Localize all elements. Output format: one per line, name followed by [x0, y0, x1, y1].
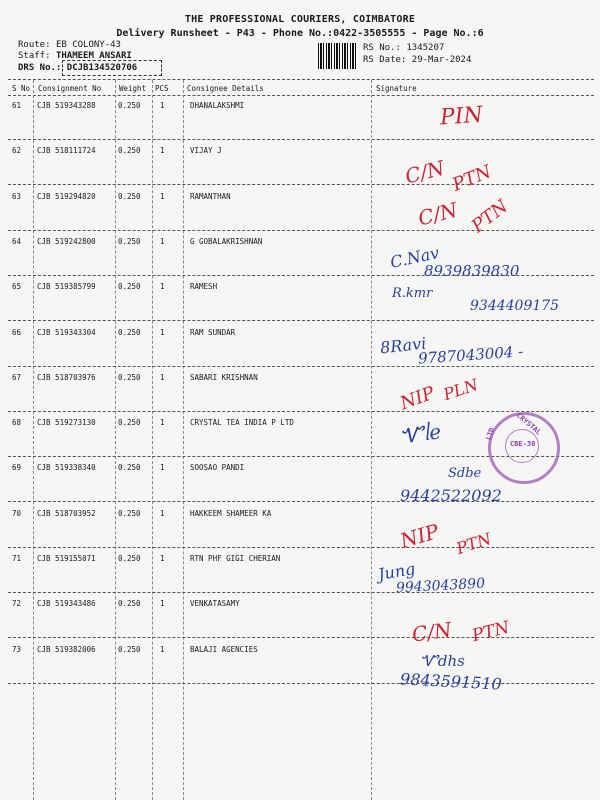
- serial-number: 63: [12, 191, 22, 201]
- pcs-value: 1: [160, 463, 165, 473]
- signature-mark: PTN: [470, 617, 512, 647]
- signature-mark: C/N: [415, 197, 460, 231]
- pcs-value: 1: [160, 282, 165, 292]
- consignee-name: DHANALAKSHMI: [190, 101, 245, 110]
- route-line: [18, 40, 121, 50]
- signature-phone: 9442522092: [400, 486, 502, 505]
- barcode: [318, 43, 356, 69]
- serial-number: 66: [12, 327, 22, 337]
- serial-number: 73: [12, 644, 22, 654]
- row-divider: [8, 501, 594, 502]
- pcs-value: 1: [160, 146, 165, 156]
- consignment-number: CJB 519343304: [37, 327, 96, 337]
- consignment-number: CJB 519385799: [37, 282, 96, 292]
- table-row: [0, 505, 600, 550]
- signature-phone: 8939839830: [424, 262, 520, 280]
- weight-value: 0.250: [118, 236, 141, 246]
- table-row: [0, 369, 600, 414]
- consignee-name: BALAJI AGENCIES: [190, 644, 258, 654]
- table-row: [0, 641, 600, 686]
- serial-number: 65: [12, 282, 22, 292]
- pcs-value: 1: [160, 599, 165, 609]
- signature-scribble: Sdbe: [448, 466, 482, 481]
- row-divider: [8, 320, 594, 321]
- row-divider: [8, 683, 594, 684]
- col-header-consignee: Consignee Details: [187, 84, 264, 93]
- consignee-name: SOOSAO PANDI: [190, 463, 245, 473]
- consignment-number: CJB 519294820: [37, 191, 96, 201]
- serial-number: 72: [12, 599, 22, 609]
- drs-value: DCJB134520706: [66, 63, 138, 73]
- signature-mark: NIP: [397, 519, 442, 553]
- consignment-number: CJB 519382006: [37, 644, 96, 654]
- consignee-name: RAMANTHAN: [190, 191, 231, 201]
- route-value: EB COLONY-43: [55, 40, 121, 50]
- col-header-sno: S No: [12, 84, 31, 93]
- consignee-name: RTN PHF GIGI CHERIAN: [190, 554, 281, 563]
- pcs-value: 1: [160, 554, 165, 563]
- consignee-name: CRYSTAL TEA INDIA P LTD: [190, 418, 294, 428]
- serial-number: 68: [12, 418, 22, 428]
- consignment-number: CJB 518111724: [37, 146, 96, 156]
- weight-value: 0.250: [118, 191, 141, 201]
- consignment-number: CJB 519338340: [37, 463, 96, 473]
- consignment-number: CJB 518703976: [37, 372, 96, 382]
- consignee-name: RAM SUNDAR: [190, 327, 236, 337]
- signature-mark: NIP: [397, 382, 438, 415]
- row-divider: [8, 366, 594, 367]
- rs-no-value: 1345207: [406, 43, 445, 53]
- serial-number: 64: [12, 236, 22, 246]
- weight-value: 0.250: [118, 644, 141, 654]
- consignment-number: CJB 519155071: [37, 554, 96, 563]
- consignee-name: VIJAY J: [190, 146, 222, 156]
- consignment-number: CJB 518703952: [37, 508, 96, 518]
- rs-date-line: [363, 55, 471, 65]
- col-header-consignment: Consignment No: [38, 84, 102, 93]
- signature-mark: PTN: [449, 161, 495, 196]
- table-row: [0, 97, 600, 142]
- consignment-number: CJB 519343288: [37, 101, 96, 110]
- signature-mark: PTN: [453, 528, 494, 559]
- pcs-value: 1: [160, 372, 165, 382]
- consignee-name: HAKKEEM SHAMEER KA: [190, 508, 272, 518]
- stamp-text: LTD: [484, 426, 497, 442]
- weight-value: 0.250: [118, 599, 141, 609]
- signature-scribble: Ꮙᥣe: [398, 419, 443, 449]
- table-row: [0, 550, 600, 595]
- row-divider: [8, 592, 594, 593]
- serial-number: 69: [12, 463, 22, 473]
- col-header-weight: Weight: [119, 84, 147, 93]
- signature-mark: C/N: [410, 617, 454, 647]
- signature-phone: 9943043890: [395, 575, 486, 597]
- row-divider: [8, 139, 594, 140]
- rs-date-value: 29-Mar-2024: [411, 55, 472, 65]
- signature-scribble: C.Nav: [388, 243, 441, 272]
- weight-value: 0.250: [118, 327, 141, 337]
- pcs-value: 1: [160, 191, 165, 201]
- signature-scribble: Jung: [376, 558, 417, 585]
- serial-number: 67: [12, 372, 22, 382]
- signature-scribble: R.kmr: [392, 286, 433, 301]
- rs-date-label: RS Date:: [363, 55, 407, 65]
- consignee-name: SABARI KRISHNAN: [190, 372, 258, 382]
- serial-number: 62: [12, 146, 22, 156]
- pcs-value: 1: [160, 418, 165, 428]
- drs-label: DRS No.:: [18, 63, 62, 73]
- consignment-number: CJB 519242800: [37, 236, 96, 246]
- row-divider: [8, 184, 594, 185]
- header-bottom-rule: [8, 95, 594, 96]
- signature-phone: 9843591510: [399, 669, 503, 694]
- consignee-name: G GOBALAKRISHNAN: [190, 236, 263, 246]
- rs-no-label: RS No.:: [363, 43, 401, 53]
- row-divider: [8, 411, 594, 412]
- table-row: [0, 142, 600, 187]
- pcs-value: 1: [160, 327, 165, 337]
- pcs-value: 1: [160, 101, 165, 110]
- pcs-value: 1: [160, 644, 165, 654]
- signature-mark: PIN: [439, 102, 484, 131]
- weight-value: 0.250: [118, 146, 141, 156]
- weight-value: 0.250: [118, 372, 141, 382]
- col-header-signature: Signature: [376, 84, 417, 93]
- weight-value: 0.250: [118, 508, 141, 518]
- signature-mark: PLN: [440, 374, 481, 405]
- serial-number: 70: [12, 508, 22, 518]
- staff-value: THAMEEM ANSARI: [55, 51, 132, 61]
- serial-number: 71: [12, 554, 22, 563]
- weight-value: 0.250: [118, 418, 141, 428]
- signature-scribble: 8Ravi: [379, 333, 428, 358]
- signature-phone: 9787043004 -: [417, 342, 524, 368]
- drs-line: [18, 63, 137, 73]
- route-label: Route:: [18, 40, 51, 50]
- pcs-value: 1: [160, 508, 165, 518]
- row-divider: [8, 547, 594, 548]
- signature-scribble: Ꮙdhs: [420, 652, 465, 670]
- consignment-number: CJB 519343486: [37, 599, 96, 609]
- signature-mark: C/N: [402, 155, 447, 189]
- weight-value: 0.250: [118, 463, 141, 473]
- signature-mark: PTN: [467, 195, 513, 238]
- stamp-text: CBE-30: [510, 440, 536, 448]
- weight-value: 0.250: [118, 554, 141, 563]
- table-top-rule: [8, 79, 594, 80]
- pcs-value: 1: [160, 236, 165, 246]
- staff-label: Staff:: [18, 51, 51, 61]
- stamp-text: CRYSTAL: [514, 411, 543, 437]
- consignment-number: CJB 519273130: [37, 418, 96, 428]
- weight-value: 0.250: [118, 101, 141, 110]
- consignee-name: RAMESH: [190, 282, 218, 292]
- signature-phone: 9344409175: [470, 298, 560, 314]
- rs-no-line: [363, 43, 444, 53]
- runsheet-subtitle: Delivery Runsheet - P43 - Phone No.:0422-3505555 - Page No.:6: [116, 28, 484, 39]
- row-divider: [8, 230, 594, 231]
- serial-number: 61: [12, 101, 22, 110]
- company-title: THE PROFESSIONAL COURIERS, COIMBATORE: [184, 14, 416, 25]
- consignee-name: VENKATASAMY: [190, 599, 240, 609]
- col-header-pcs: PCS: [155, 84, 169, 93]
- weight-value: 0.250: [118, 282, 141, 292]
